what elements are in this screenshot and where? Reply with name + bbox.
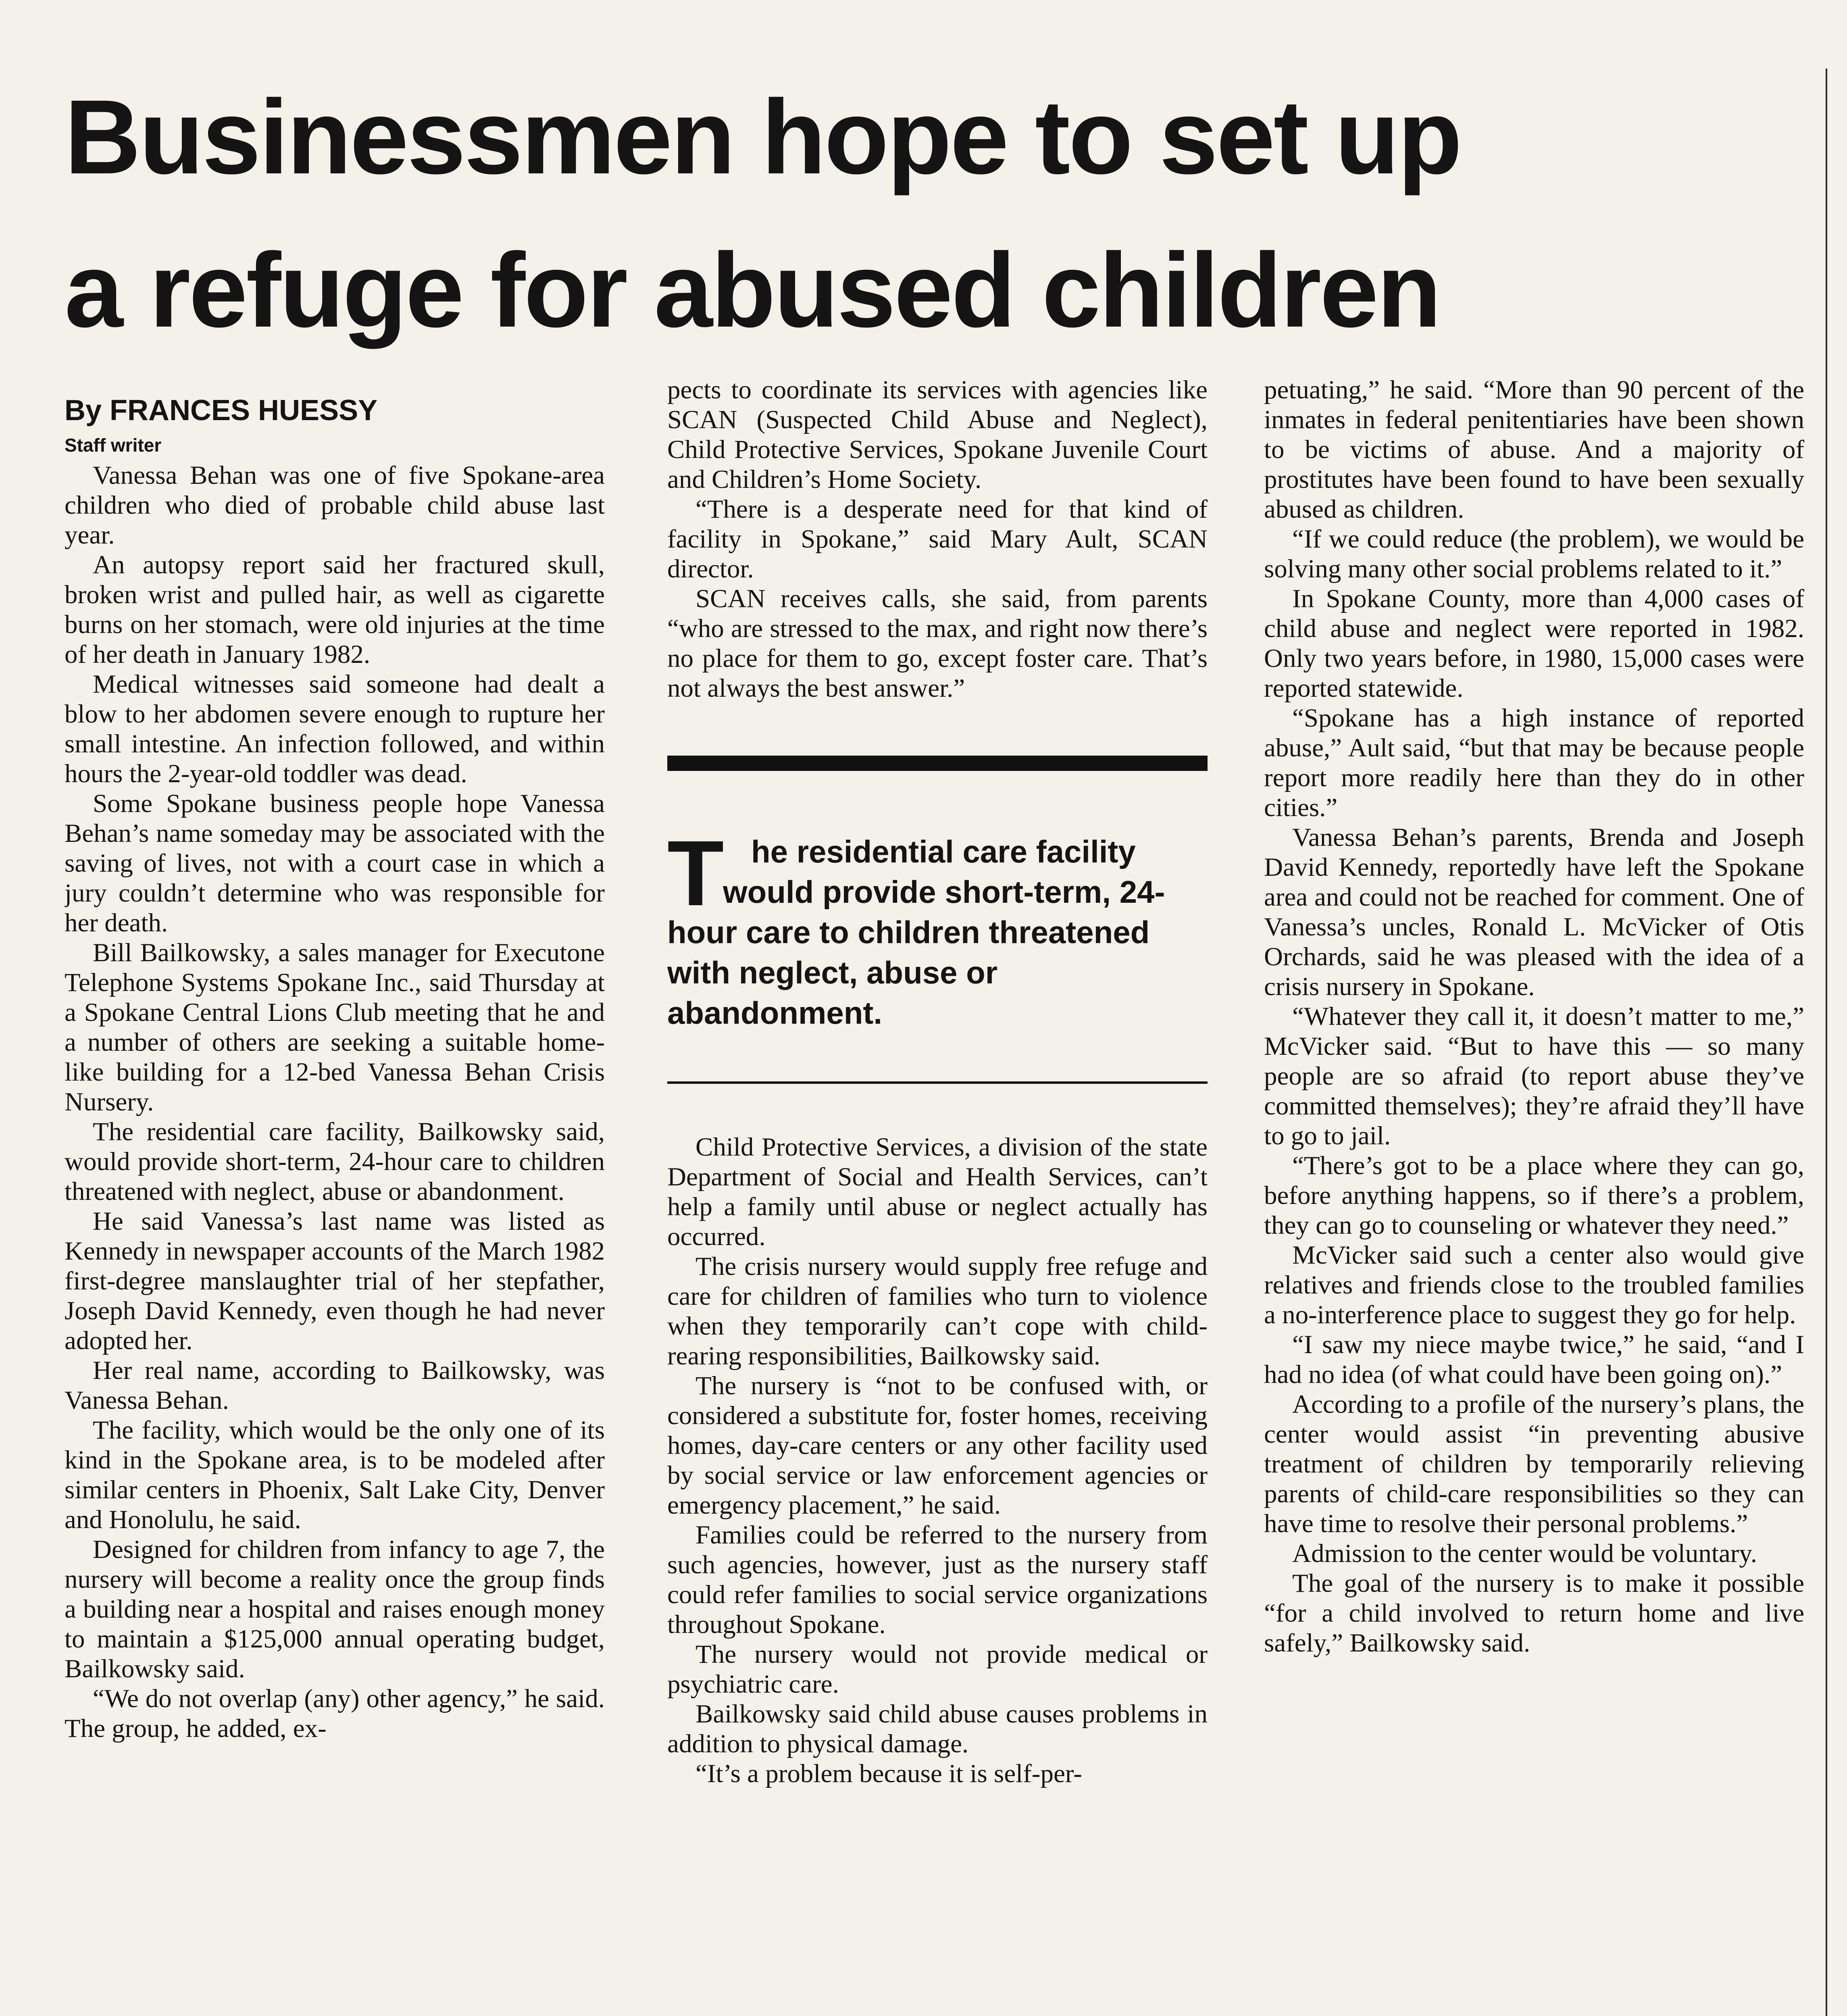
paragraph: “There’s got to be a place where they can go, before anything happens, so if there’s a problem, they can go to counseling or whatever they need.” — [1264, 1151, 1804, 1240]
paragraph: The crisis nursery would supply free refuge and care for children of families who turn to violence when they temporarily can’t cope with child-rearing responsibilities, Bailkowsky said. — [667, 1252, 1208, 1370]
paragraph: An autopsy report said her fractured skull, broken wrist and pulled hair, as well as cigarette burns on her stomach, were old injuries at the time of her death in January 1982. — [65, 550, 605, 669]
paragraph: According to a profile of the nursery’s plans, the center would assist “in preventing abusive treatment of children by temporarily relieving parents of child-care responsibilities so they can have time to resolve their personal problems.” — [1264, 1390, 1804, 1538]
pullquote — [667, 821, 1208, 1033]
paragraph: Vanessa Behan’s parents, Brenda and Joseph David Kennedy, reportedly have left the Spokane area and could not be reached for comment. One of Vanessa’s uncles, Ronald L. McVicker of Otis Orchards, said he was pleased with the idea of a crisis nursery in Spokane. — [1264, 823, 1804, 1001]
paragraph: The goal of the nursery is to make it possible “for a child involved to return home and live safely,” Bailkowsky said. — [1264, 1569, 1804, 1658]
paragraph: “We do not overlap (any) other agency,” he said. The group, he added, ex- — [65, 1684, 605, 1743]
paragraph: SCAN receives calls, she said, from parents “who are stressed to the max, and right now there’s no place for them to go, except foster care. That’s not always the best answer.” — [667, 584, 1208, 703]
paragraph: The nursery is “not to be confused with, or considered a substitute for, foster homes, receiving homes, day-care centers or any other facility used by social service or law enforcement agencies or emergency placement,” he said. — [667, 1371, 1208, 1520]
article-column-3 — [1264, 375, 1804, 2012]
pullquote-dropcap: T — [667, 821, 724, 925]
paragraph: The residential care facility, Bailkowsky said, would provide short-term, 24-hour care to children threatened with neglect, abuse or abandonment. — [65, 1117, 605, 1206]
paragraph: Medical witnesses said someone had dealt a blow to her abdomen severe enough to rupture her small intestine. An infection followed, and within hours the 2-year-old toddler was dead. — [65, 670, 605, 788]
paragraph: The facility, which would be the only one of its kind in the Spokane area, is to be modeled after similar centers in Phoenix, Salt Lake City, Denver and Honolulu, he said. — [65, 1416, 605, 1534]
article-column-1 — [65, 391, 605, 2012]
paragraph: “I saw my niece maybe twice,” he said, “and I had no idea (of what could have been going on).” — [1264, 1330, 1804, 1389]
paragraph: Vanessa Behan was one of five Spokane-area children who died of probable child abuse last year. — [65, 461, 605, 550]
column-2-top-body — [667, 375, 1208, 703]
paragraph: Her real name, according to Bailkowsky, was Vanessa Behan. — [65, 1356, 605, 1415]
column-1-body — [65, 460, 605, 1743]
byline: By FRANCES HUESSY — [65, 394, 378, 427]
paragraph: “It’s a problem because it is self-per- — [695, 1759, 1082, 1788]
paragraph: Bill Bailkowsky, a sales manager for Executone Telephone Systems Spokane Inc., said Thursday at a Spokane Central Lions Club meeting that he and a number of others are seeking a suitable home-like building for a 12-bed Vanessa Behan Crisis Nursery. — [65, 938, 605, 1116]
paragraph: He said Vanessa’s last name was listed as Kennedy in newspaper accounts of the March 1982 first-degree manslaughter trial of her stepfather, Joseph David Kennedy, even though he had never adopted her. — [65, 1207, 605, 1355]
paragraph: Admission to the center would be voluntary. — [1292, 1539, 1757, 1568]
column-rule — [1826, 69, 1827, 2016]
paragraph: The nursery would not provide medical or psychiatric care. — [667, 1640, 1208, 1699]
headline — [65, 60, 1798, 367]
paragraph: petuating,” he said. “More than 90 percent of the inmates in federal penitentiaries have been shown to be victims of abuse. And a majority of prostitutes have been found to have been sexually abused as children. — [1264, 375, 1804, 524]
paragraph: In Spokane County, more than 4,000 cases of child abuse and neglect were reported in 1982. Only two years before, in 1980, 15,000 cases were reported statewide. — [1264, 584, 1804, 703]
paragraph: Bailkowsky said child abuse causes problems in addition to physical damage. — [667, 1699, 1208, 1758]
column-3-body — [1264, 375, 1804, 1658]
pullquote-top-rule — [667, 756, 1208, 771]
paragraph: Child Protective Services, a division of the state Department of Social and Health Services, can’t help a family until abuse or neglect actually has occurred. — [667, 1133, 1208, 1251]
paragraph: pects to coordinate its services with agencies like SCAN (Suspected Child Abuse and Neglect), Child Protective Services, Spokane Juvenile Court and Children’s Home Society. — [667, 375, 1208, 494]
byline-role: Staff writer — [65, 435, 162, 456]
paragraph: “Spokane has a high instance of reported abuse,” Ault said, “but that may be because people report more readily here than they do in other cities.” — [1264, 704, 1804, 822]
paragraph: “There is a desperate need for that kind of facility in Spokane,” said Mary Ault, SCAN director. — [667, 495, 1208, 583]
paragraph: Families could be referred to the nursery from such agencies, however, just as the nursery staff could refer families to social service organizations throughout Spokane. — [667, 1520, 1208, 1639]
paragraph: “Whatever they call it, it doesn’t matter to me,” McVicker said. “But to have this — so many people are so afraid (to report abuse they’ve committed themselves); they’re afraid they’ll have to go to jail. — [1264, 1002, 1804, 1150]
article-column-2 — [667, 375, 1208, 2012]
pullquote-bottom-rule — [667, 1081, 1208, 1084]
paragraph: Some Spokane business people hope Vanessa Behan’s name someday may be associated with the saving of lives, not with a court case in which a jury couldn’t determine who was responsible for her death. — [65, 789, 605, 937]
paragraph: “If we could reduce (the problem), we would be solving many other social problems related to it.” — [1264, 525, 1804, 583]
paragraph: Designed for children from infancy to age 7, the nursery will become a reality once the group finds a building near a hospital and raises enough money to maintain a $125,000 annual operating budget, Bailkowsky said. — [65, 1535, 605, 1683]
column-2-bottom-body — [667, 1132, 1208, 1789]
paragraph: McVicker said such a center also would give relatives and friends close to the troubled families a no-interference place to suggest they go for help. — [1264, 1241, 1804, 1329]
headline-line-1: Businessmen hope to set up — [65, 78, 1461, 196]
pullquote-text: he residential care facility would provide short-term, 24-hour care to children threatened with neglect, abuse or abandonment. — [667, 834, 1165, 1031]
headline-line-2: a refuge for abused children — [65, 231, 1440, 349]
